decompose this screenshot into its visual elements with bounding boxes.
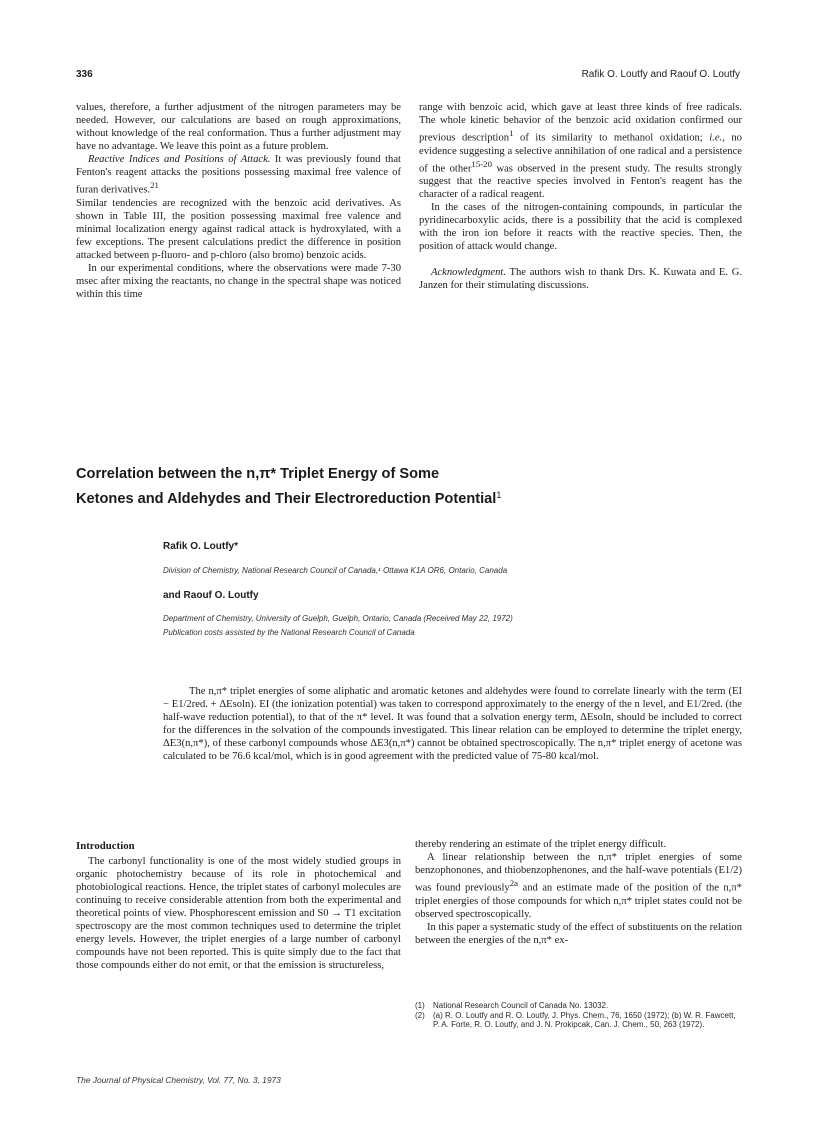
paragraph-reactive-indices	[76, 153, 401, 197]
footnote-text: National Research Council of Canada No. 13032.	[433, 1001, 609, 1010]
text-run: and an estimate made of the position of the n,π* triplet energies of those compounds for which n,π* triplet states could not be observed spectroscopically.	[415, 882, 742, 920]
running-header-authors: Rafik O. Loutfy and Raouf O. Loutfy	[581, 69, 740, 80]
footnote-number: (2)	[415, 1010, 425, 1020]
footnotes	[415, 1001, 742, 1030]
paragraph: thereby rendering an estimate of the triplet energy difficult.	[415, 839, 667, 850]
footnote	[415, 1001, 742, 1011]
reference-marker: 21	[150, 180, 159, 190]
reference-marker: 1	[509, 128, 514, 138]
footnote-number: (1)	[415, 1001, 425, 1010]
author-affiliation: Department of Chemistry, University of Guelph, Guelph, Ontario, Canada (Received May 22, 1972)	[163, 614, 513, 623]
text-run: The authors wish to thank Drs. K. Kuwata and E. G. Janzen for their stimulating discussions.	[419, 267, 742, 292]
run-in-heading: Reactive Indices and Positions of Attack.	[88, 154, 271, 165]
intro-left-column	[76, 855, 401, 972]
paragraph: In the cases of the nitrogen-containing compounds, in particular the pyridinecarboxylic acids, there is a possibility that the acid is complexed with the iron ion before it reacts with the reactive species. Then, the position of attack would change.	[419, 202, 742, 253]
paragraph: In our experimental conditions, where the observations were made 7-30 msec after mixing the reactants, no change in the spectral shape was noticed within this time	[76, 262, 401, 300]
text-run: It was previously found that Fenton's reagent attacks the positions possessing maximal free valence of furan derivatives.	[76, 154, 401, 196]
footnote-text: (a) R. O. Loutfy and R. O. Loutfy, J. Phys. Chem., 76, 1650 (1972); (b) W. R. Fawcett, P. A. Forte, R. O. Loutfy, and J. N. Prokipcak, Can. J. Chem., 50, 263 (1972).	[433, 1010, 736, 1029]
text-run: no evidence suggesting a selective annihilation of one radical and a persistence of the other	[419, 132, 742, 175]
paragraph	[415, 851, 742, 921]
reference-marker: 15-20	[471, 158, 493, 169]
footnote	[415, 1011, 742, 1030]
reference-marker: 1	[496, 490, 502, 500]
title-line: Correlation between the n,π* Triplet Energy of Some	[76, 466, 440, 482]
paragraph	[419, 101, 742, 201]
text-run: A linear relationship between the n,π* triplet energies of some benzophonones, and thiobenzophenones, and the half-wave potentials (E1/2) was found previously	[415, 852, 742, 894]
article-title	[76, 464, 696, 510]
author-affiliation: Division of Chemistry, National Research Council of Canada,¹ Ottawa K1A OR6, Ontario, Canada	[163, 566, 508, 575]
paragraph: In this paper a systematic study of the effect of substituents on the relation between the energies of the n,π* ex-	[415, 921, 742, 946]
abstract	[163, 685, 742, 764]
text-run: i.e.,	[709, 132, 725, 144]
publication-costs-note: Publication costs assisted by the National Research Council of Canada	[163, 628, 415, 637]
text-run: Ketones and Aldehydes and Their Electroreduction Potential	[76, 491, 497, 507]
paragraph: Similar tendencies are recognized with the benzoic acid derivatives. As shown in Table III, the position possessing maximal free valence and minimal localization energy against radical attack is hydroxylated, with a few exceptions. The present calculations predict the difference in position attacked between p-fluoro- and p-chloro (also bromo) benzoic acids.	[76, 197, 401, 261]
reference-marker: 2a	[509, 878, 519, 888]
acknowledgment	[419, 266, 742, 292]
text-run: range with benzoic acid, which gave at least three kinds of free radicals. The whole kinetic behavior of the benzoic acid oxidation confirmed our previous description	[419, 102, 742, 144]
prev-article-right-column	[419, 101, 742, 292]
author-name: and Raouf O. Loutfy	[163, 590, 259, 601]
paragraph: The carbonyl functionality is one of the most widely studied groups in organic photochemistry because of its role in photochemical and photobiological reactions. Hence, the triplet states of carbonyl molecules are continuing to receive considerable attention from both the experimental and theoretical points of view. Phosphorescent emission and S0 → T1 excitation spectroscopy are the most common techniques used to determine the triplet energy levels. However, the triplet energies of a large number of carbonyl compounds have not been reported. This is quite simply due to the fact that those compounds either do not emit, or that the emission is structureless,	[76, 856, 401, 971]
journal-footer: The Journal of Physical Chemistry, Vol. 77, No. 3, 1973	[76, 1075, 281, 1085]
title-line	[76, 485, 696, 510]
run-in-heading: Acknowledgment.	[431, 267, 507, 279]
paragraph: values, therefore, a further adjustment of the nitrogen parameters may be needed. However, our calculations are based on rough approximations, without knowledge of the real conformation. Thus a further adjustment may have no advantage. We leave this point as a future problem.	[76, 102, 401, 152]
prev-article-left-column	[76, 101, 401, 301]
page-number: 336	[76, 69, 93, 80]
intro-right-column	[415, 838, 742, 947]
author-name: Rafik O. Loutfy*	[163, 541, 239, 552]
section-heading-introduction: Introduction	[76, 840, 135, 852]
abstract-text: The n,π* triplet energies of some aliphatic and aromatic ketones and aldehydes were found to correlate linearly with the term (EI − E1/2red. + ΔEsoln). EI (the ionization potential) was taken to correspond approximately to the energy of the n level, and E1/2red. (the half-wave reduction potential), to that of the π* level. It was found that a solvation energy term, ΔEsoln, should be included to correct for the differences in the solvation of the compounds investigated. This linear relation can be employed to determine the triplet energy, ΔE3(n,π*), of these carbonyl compounds whose ΔE3(n,π*) cannot be obtained spectroscopically. The n,π* triplet energy of acetone was calculated to be 76.6 kcal/mol, which is in good agreement with the predicted value of 75-80 kcal/mol.	[163, 686, 742, 763]
text-run: was observed in the present study. The results strongly suggest that the reactive species involved in Fenton's reagent has the character of a radical reagent.	[419, 163, 742, 201]
text-run: of its similarity to methanol oxidation;	[513, 132, 710, 144]
